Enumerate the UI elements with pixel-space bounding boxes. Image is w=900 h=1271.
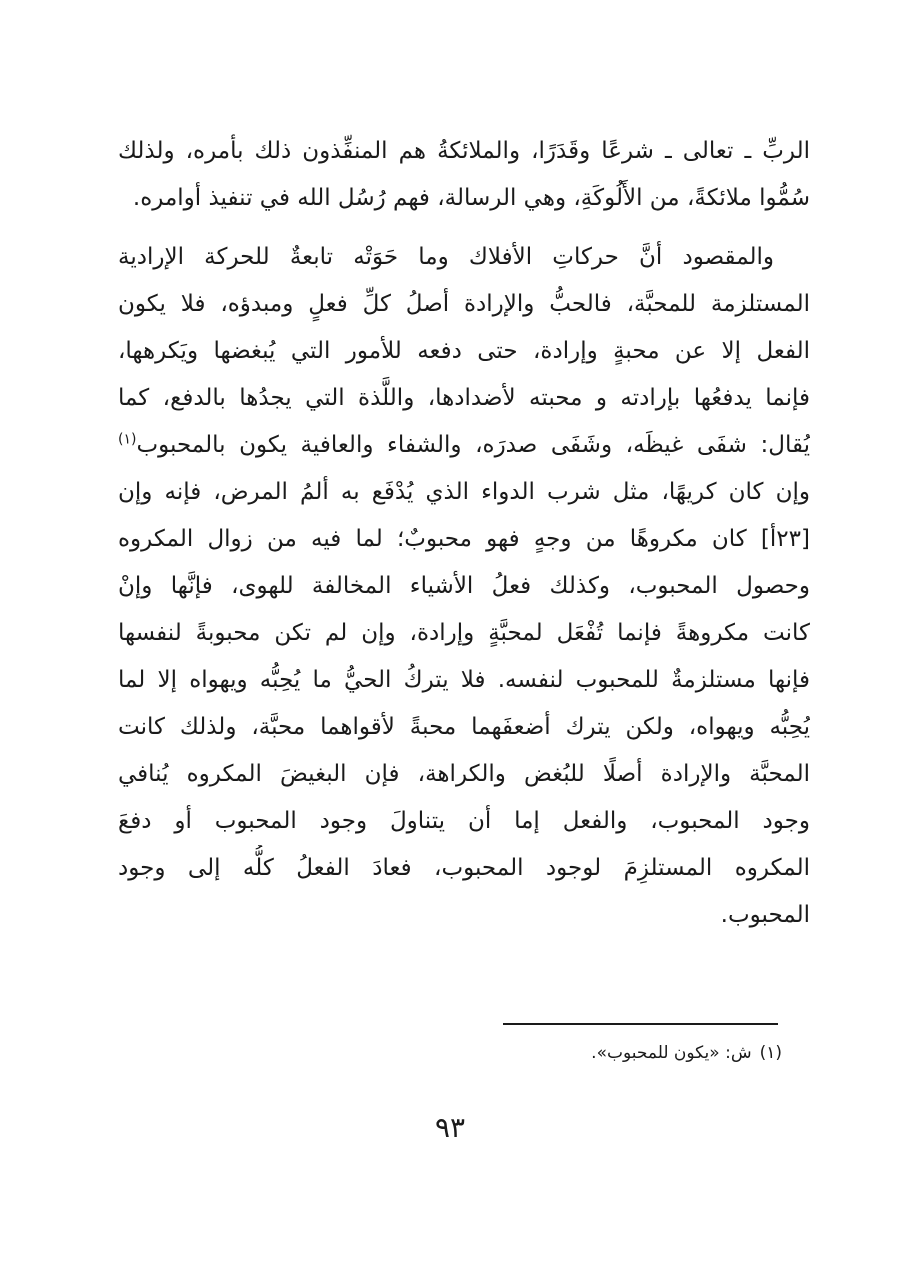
paragraph-2 [118,234,810,939]
main-text [118,128,810,939]
text-line: فإنما يدفعُها بإرادته و محبته لأضدادها، واللَّذة التي يجدُها بالدفع، كما [118,385,810,411]
footnote-reference[interactable]: (١) [118,431,137,448]
text-line: يُحِبُّه ويهواه، ولكن يترك أضعفَهما محبةً لأقواهما محبَّة، ولذلك كانت [118,714,810,740]
text-line: المستلزمة للمحبَّة، فالحبُّ والإرادة أصلُ كلِّ فعلٍ ومبدؤه، فلا يكون [118,291,810,317]
text-line-with-footnote [118,422,810,469]
text-line: الربِّ ـ تعالى ـ شرعًا وقَدَرًا، والملائكةُ هم المنفِّذون ذلك بأمره، ولذلك [118,138,810,164]
text-line: والمقصود أنَّ حركاتِ الأفلاك وما حَوَتْه تابعةٌ للحركة الإرادية [118,244,774,270]
text-line: الفعل إلا عن محبةٍ وإرادة، حتى دفعه للأمور التي يُبغضها ويَكرهها، [118,338,810,364]
text-line: [٢٣أ] كان مكروهًا من وجهٍ فهو محبوبٌ؛ لما فيه من زوال المكروه [118,526,810,552]
text-line: وإن كان كريهًا، مثل شرب الدواء الذي يُدْفَع به ألمُ المرض، فإنه وإن [118,479,810,505]
page-number: ٩٣ [434,1111,466,1144]
text-line: المحبوب. [720,902,810,928]
footnote-marker: (١) [759,1043,782,1063]
text-line: المحبَّة والإرادة أصلًا للبُغض والكراهة، فإن البغيضَ المكروه يُنافي [118,761,810,787]
text-line-content: يُقال: شفَى غيظَه، وشَفَى صدرَه، والشفاء والعافية يكون بالمحبوب [136,432,810,458]
text-line: سُمُّوا ملائكةً، من الأَلُوكَةِ، وهي الرسالة، فهم رُسُل الله في تنفيذ أوامره. [132,185,810,211]
footnote [591,1040,782,1066]
footnote-divider [503,1023,778,1025]
text-line: المكروه المستلزِمَ لوجود المحبوب، فعادَ الفعلُ كلُّه إلى وجود [118,855,810,881]
text-line: فإنها مستلزمةٌ للمحبوب لنفسه. فلا يتركُ الحيُّ ما يُحِبُّه ويهواه إلا لما [118,667,810,693]
text-line: وحصول المحبوب، وكذلك فعلُ الأشياء المخالفة للهوى، فإنَّها وإنْ [118,573,810,599]
footnote-text: ش: «يكون للمحبوب». [591,1043,752,1063]
text-line: وجود المحبوب، والفعل إما أن يتناولَ وجود المحبوب أو دفعَ [118,808,810,834]
paragraph-1 [118,128,810,222]
text-line: كانت مكروهةً فإنما تُفْعَل لمحبَّةٍ وإرادة، وإن لم تكن محبوبةً لنفسها [118,620,810,646]
